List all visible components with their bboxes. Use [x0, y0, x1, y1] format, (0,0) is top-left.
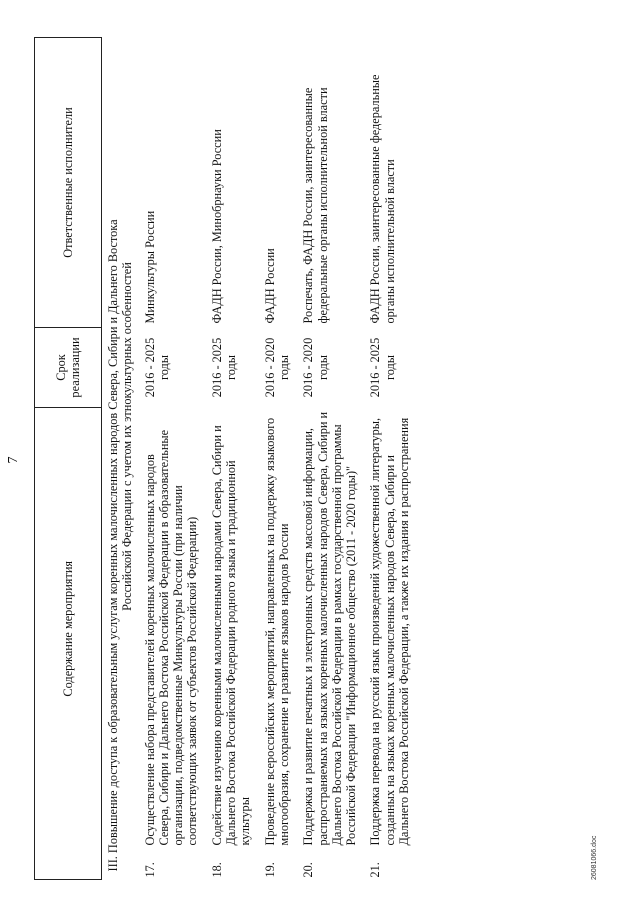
table-row	[141, 38, 208, 880]
row-content: Поддержка и развитие печатных и электронных средств массовой информации, распространяемых на языках коренных малочисленных народов Севера, Сибири и Дальнего Востока Российской Федерации в рамках государственной программы Российской Федерации "Информационное общество (2011 - 2020 годы)"	[301, 411, 359, 846]
section-title-line2: Российской Федерации с учетом их этнокультурных особенностей	[120, 262, 135, 611]
table-row	[299, 38, 366, 880]
file-name-footer: 26081066.doc	[591, 835, 598, 880]
rotated-content	[6, 38, 598, 880]
row-content: Проведение всероссийских мероприятий, направленных на поддержку языкового многообразия, сохранение и развитие языков народов России	[262, 417, 291, 846]
row-content: Поддержка перевода на русский язык произведений художественной литературы, созданных на языках коренных малочисленных народов Севера, Сибири и Дальнего Востока Российской Федерации, а также их издания и распространения	[368, 417, 412, 846]
section-title-line1: III. Повышение доступа к образовательным услугам коренных малочисленных народов Севера, Сибири и Дальнего Востока	[106, 219, 120, 872]
section-title	[102, 38, 141, 880]
row-term: 2016 - 2020 годы	[301, 337, 330, 398]
table-row	[261, 38, 300, 880]
header-term: Срок реализации	[35, 328, 102, 408]
table-header-row	[35, 38, 102, 880]
table-row	[366, 38, 419, 880]
row-term: 2016 - 2025 годы	[142, 337, 171, 398]
header-num-cell	[35, 850, 102, 880]
row-number: 20.	[301, 862, 316, 878]
row-number: 19.	[262, 862, 277, 878]
row-number: 21.	[368, 862, 383, 878]
row-number: 18.	[209, 862, 224, 878]
row-number: 17.	[142, 862, 157, 878]
row-term: 2016 - 2020 годы	[262, 337, 291, 398]
section-row	[102, 38, 141, 880]
measures-table	[34, 37, 419, 880]
row-term: 2016 - 2025 годы	[368, 337, 397, 398]
row-responsible: ФАДН России, заинтересованные федеральные органы исполнительной власти	[368, 74, 397, 324]
header-responsible: Ответственные исполнители	[35, 38, 102, 328]
row-responsible: Роспечать, ФАДН России, заинтересованные федеральные органы исполнительной власти	[301, 87, 330, 324]
row-responsible: ФАДН России, Минобрнауки России	[209, 129, 224, 324]
header-content: Содержание мероприятия	[35, 408, 102, 850]
row-responsible: ФАДН России	[262, 248, 277, 324]
row-responsible: Минкультуры России	[142, 210, 157, 324]
row-content: Содействие изучению коренными малочисленными народами Севера, Сибири и Дальнего Востока Российской Федерации родного языка и традиционной культуры	[209, 425, 253, 846]
row-content: Осуществление набора представителей коренных малочисленных народов Севера, Сибири и Дальнего Востока Российской Федерации в образовательные организации, подведомственные Минкультуры России (при наличии соответствующих заявок от субъектов Российской Федерации)	[142, 429, 200, 846]
page-number: 7	[6, 456, 21, 464]
row-term: 2016 - 2025 годы	[209, 337, 239, 398]
table-row	[208, 38, 261, 880]
